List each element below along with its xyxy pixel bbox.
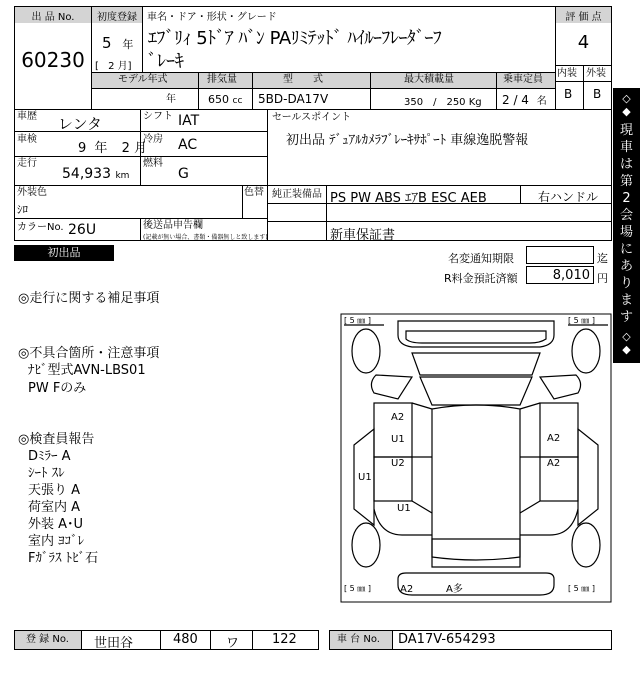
side-band-char: あ	[619, 259, 633, 274]
month-open: [	[95, 61, 99, 72]
tire-depth-front-left: [ 5 ㎜ ]	[344, 316, 371, 325]
car-name-line1: ｴﾌﾞﾘｨ 5ﾄﾞｱ ﾊﾞﾝ PAﾘﾐﾃｯﾄﾞ ﾊｲﾙｰﾌﾚｰﾀﾞｰﾌ	[148, 28, 442, 49]
equipment-label: 純正装備品	[272, 189, 322, 200]
exterior-label: 外装	[586, 68, 606, 79]
damage-mark-u1-bottom: U1	[397, 503, 411, 514]
history-label: 車歴	[17, 111, 37, 122]
color-no-label: カラーNo.	[17, 222, 64, 233]
reg-kana: ワ	[226, 636, 240, 651]
side-band-char: は	[619, 157, 633, 172]
first-reg-year-value: 5	[102, 34, 112, 52]
mileage	[62, 166, 129, 182]
defect-item: PW Fのみ	[28, 381, 87, 396]
equipment: PS PW ABS ｴｱB ESC AEB	[330, 191, 487, 206]
interior-grade: B	[564, 87, 573, 101]
model-year-label: モデル年式	[118, 74, 168, 85]
recycle-label: R料金預託済額	[444, 272, 518, 285]
reg-area: 世田谷	[94, 636, 134, 651]
lot-no-label: 出 品 No.	[15, 7, 91, 23]
side-band-bottom-mark: ◇◆	[620, 330, 633, 356]
inspection-month-unit: 月	[134, 141, 148, 156]
steering: 右ハンドル	[538, 190, 599, 204]
color-no: 26U	[68, 222, 97, 238]
max-load: 350 / 250 Kg	[404, 97, 482, 108]
inspection-year-unit: 年	[94, 141, 108, 156]
inspector-item: 外装 A･U	[28, 517, 84, 532]
history: レンタ	[58, 115, 103, 133]
damage-mark-a2-rear: A2	[400, 584, 414, 595]
ac: AC	[178, 137, 198, 153]
model-type: 5BD-DA17V	[258, 92, 329, 106]
car-name-line2: ﾞﾚｰｷ	[148, 51, 184, 72]
side-band-char: に	[619, 242, 633, 257]
tire-depth-front-right: [ 5 ㎜ ]	[568, 316, 595, 325]
inspector-item: Dﾐﾗｰ A	[28, 449, 71, 464]
type-label: 型 式	[283, 74, 323, 85]
car-damage-diagram	[340, 313, 612, 603]
inspector-header: ◎検査員報告	[18, 432, 95, 447]
first-reg-month-value: 2	[108, 61, 115, 72]
side-band-char: り	[619, 276, 633, 291]
damage-mark-u1-left-side: U1	[358, 472, 372, 483]
color-change-label: 色替	[244, 187, 264, 198]
inspector-item: ｼｰﾄ ｽﾚ	[28, 466, 65, 481]
notice-box	[526, 246, 594, 264]
exterior-grade: B	[593, 87, 602, 101]
grade-value: 4	[577, 32, 590, 53]
side-band-char: 車	[619, 140, 633, 155]
shift-label: シフト	[143, 111, 173, 122]
damage-mark-a2-right-front: A2	[547, 433, 561, 444]
reg-number: 122	[272, 632, 297, 647]
car-name-label: 車名・ドア・形状・グレード	[143, 7, 293, 23]
inspection-month: 2	[121, 141, 130, 156]
lot-no: 60230	[21, 48, 85, 72]
interior-label: 内装	[557, 68, 577, 79]
first-reg-year	[102, 34, 133, 52]
shift: IAT	[178, 113, 200, 129]
fuel: G	[178, 166, 189, 182]
inspector-item: 天張り A	[28, 483, 81, 498]
displacement	[208, 93, 242, 106]
side-band-top-mark: ◇◆	[620, 92, 633, 118]
grade-label: 評 価 点	[556, 7, 611, 23]
recycle-unit: 円	[597, 272, 608, 285]
reg-class: 480	[173, 632, 198, 647]
inspector-item: 室内 ﾖｺﾞﾚ	[28, 534, 85, 549]
mileage-unit: km	[115, 171, 130, 181]
ext-color-label: 外装色	[17, 187, 47, 198]
mileage-label: 走行	[17, 158, 37, 169]
reg-no-label: 登 録 No.	[26, 634, 69, 645]
chassis-label: 車 台 No.	[337, 634, 380, 645]
fuel-label: 燃料	[143, 158, 163, 169]
inspection-year: 9	[78, 141, 87, 156]
side-band-char: 場	[619, 225, 633, 240]
tire-depth-rear-right: [ 5 ㎜ ]	[568, 584, 595, 593]
first-reg-label: 初度登録	[92, 7, 142, 23]
model-year-unit: 年	[166, 94, 176, 105]
first-reg-month	[95, 57, 132, 72]
aftermarket-note: (記載が無い場合、書類・備器無しと致します)	[143, 234, 268, 241]
displacement-unit: cc	[232, 96, 243, 106]
damage-mark-u1-top: U1	[391, 434, 405, 445]
ac-label: 冷房	[143, 134, 163, 145]
displacement-label: 排気量	[207, 74, 237, 85]
max-load-label: 最大積載量	[404, 74, 454, 85]
displacement-value: 650	[208, 93, 229, 106]
side-band-char: す	[619, 310, 633, 325]
damage-mark-a-many-rear: A多	[446, 584, 463, 595]
driving-notes-header: ◎走行に関する補足事項	[18, 291, 160, 306]
tire-depth-rear-left: [ 5 ㎜ ]	[344, 584, 371, 593]
damage-mark-u2-left: U2	[391, 458, 405, 469]
mileage-value: 54,933	[62, 166, 111, 182]
side-band-char: 第	[619, 174, 633, 189]
notice-suffix: 迄	[597, 252, 608, 265]
sales-point: 初出品 ﾃﾞｭｱﾙｶﾒﾗﾌﾞﾚｰｷｻﾎﾟｰﾄ 車線逸脱警報	[286, 133, 529, 148]
first-listing-badge: 初出品	[14, 245, 114, 261]
defects-header: ◎不具合箇所・注意事項	[18, 346, 160, 361]
ext-color: ｼﾛ	[17, 203, 28, 216]
side-band-char: 2	[622, 191, 631, 206]
inspection	[78, 137, 147, 156]
side-band-char: ま	[619, 293, 633, 308]
sales-point-label: セールスポイント	[272, 112, 352, 123]
aftermarket-label: 後送品申告欄	[143, 220, 203, 231]
recycle-value: 8,010	[552, 268, 590, 283]
warranty: 新車保証書	[330, 228, 396, 243]
inspector-item: Fｶﾞﾗｽ ﾄﾋﾞ石	[28, 551, 99, 566]
chassis-no: DA17V-654293	[398, 632, 496, 647]
notice-label: 名変通知期限	[448, 252, 514, 265]
damage-mark-a2-top: A2	[391, 412, 405, 423]
inspection-label: 車検	[17, 134, 37, 145]
capacity-value: 2 / 4	[502, 93, 529, 107]
first-reg-year-unit: 年	[122, 38, 134, 51]
damage-mark-a2-right-rear: A2	[547, 458, 561, 469]
capacity-unit: 名	[536, 96, 547, 107]
capacity	[502, 92, 547, 107]
capacity-label: 乗車定員	[503, 74, 543, 85]
side-band-char: 会	[619, 208, 633, 223]
side-band-char: 現	[619, 123, 633, 138]
month-close: 月]	[117, 61, 132, 72]
inspector-item: 荷室内 A	[28, 500, 81, 515]
defect-item: ﾅﾋﾞ型式AVN-LBS01	[28, 363, 146, 378]
venue-side-band	[613, 88, 640, 363]
